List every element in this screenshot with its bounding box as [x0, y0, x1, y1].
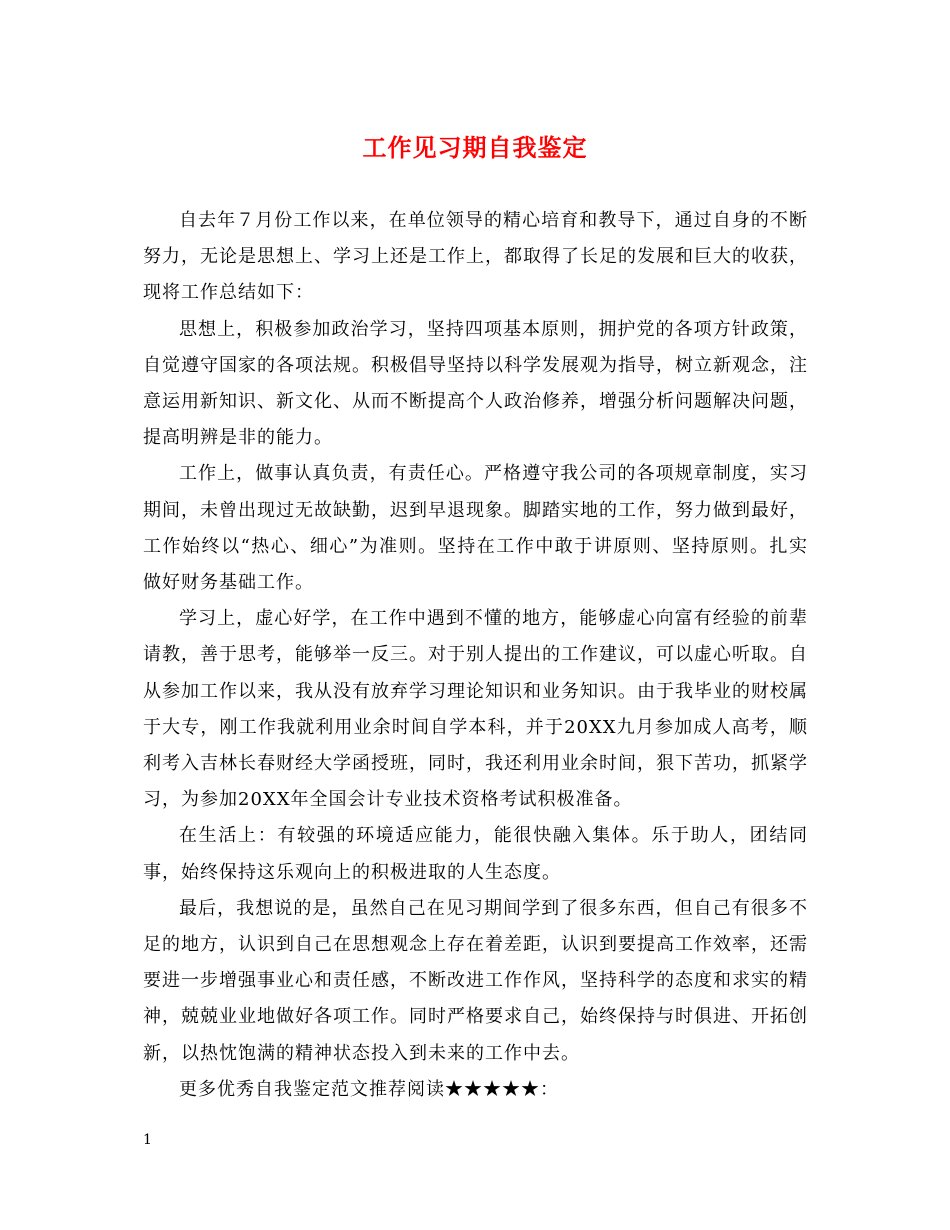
paragraph-study: 学习上，虚心好学，在工作中遇到不懂的地方，能够虚心向富有经验的前辈请教，善于思考，能够举一反三。对于别人提出的工作建议，可以虚心听取。自从参加工作以来，我从没有放弃学习理论知识和业务知识。由于我毕业的财校属于大专，刚工作我就利用业余时间自学本科，并于20XX九月参加成人高考，顺利考入吉林长春财经大学函授班，同时，我还利用业余时间，狠下苦功，抓紧学习，为参加20XX年全国会计专业技术资格考试积极准备。 — [143, 608, 808, 811]
paragraph-work: 工作上，做事认真负责，有责任心。严格遵守我公司的各项规章制度，实习期间，未曾出现过无故缺勤，迟到早退现象。脚踏实地的工作，努力做到最好，工作始终以“热心、细心”为准则。坚持在工作中敢于讲原则、坚持原则。扎实做好财务基础工作。 — [143, 463, 808, 594]
document-title: 工作见习期自我鉴定 — [362, 133, 588, 162]
paragraph-thought: 思想上，积极参加政治学习，坚持四项基本原则，拥护党的各项方针政策，自觉遵守国家的各项法规。积极倡导坚持以科学发展观为指导，树立新观念，注意运用新知识、新文化、从而不断提高个人政治修养，增强分析问题解决问题，提高明辨是非的能力。 — [143, 318, 808, 449]
paragraph-life: 在生活上：有较强的环境适应能力，能很快融入集体。乐于助人，团结同事，始终保持这乐观向上的积极进取的人生态度。 — [143, 825, 808, 883]
paragraph-conclusion: 最后，我想说的是，虽然自己在见习期间学到了很多东西，但自己有很多不足的地方，认识到自己在思想观念上存在着差距，认识到要提高工作效率，还需要进一步增强事业心和责任感，不断改进工作作风，坚持科学的态度和求实的精神，兢兢业业地做好各项工作。同时严格要求自己，始终保持与时俱进、开拓创新，以热忱饱满的精神状态投入到未来的工作中去。 — [143, 897, 808, 1064]
paragraph-recommend: 更多优秀自我鉴定范文推荐阅读★★★★★： — [179, 1078, 559, 1100]
paragraph-intro: 自去年７月份工作以来，在单位领导的精心培育和教导下，通过自身的不断努力，无论是思想上、学习上还是工作上，都取得了长足的发展和巨大的收获，现将工作总结如下： — [143, 210, 808, 304]
page-number: 1 — [143, 1132, 152, 1148]
document-body — [143, 203, 808, 1108]
